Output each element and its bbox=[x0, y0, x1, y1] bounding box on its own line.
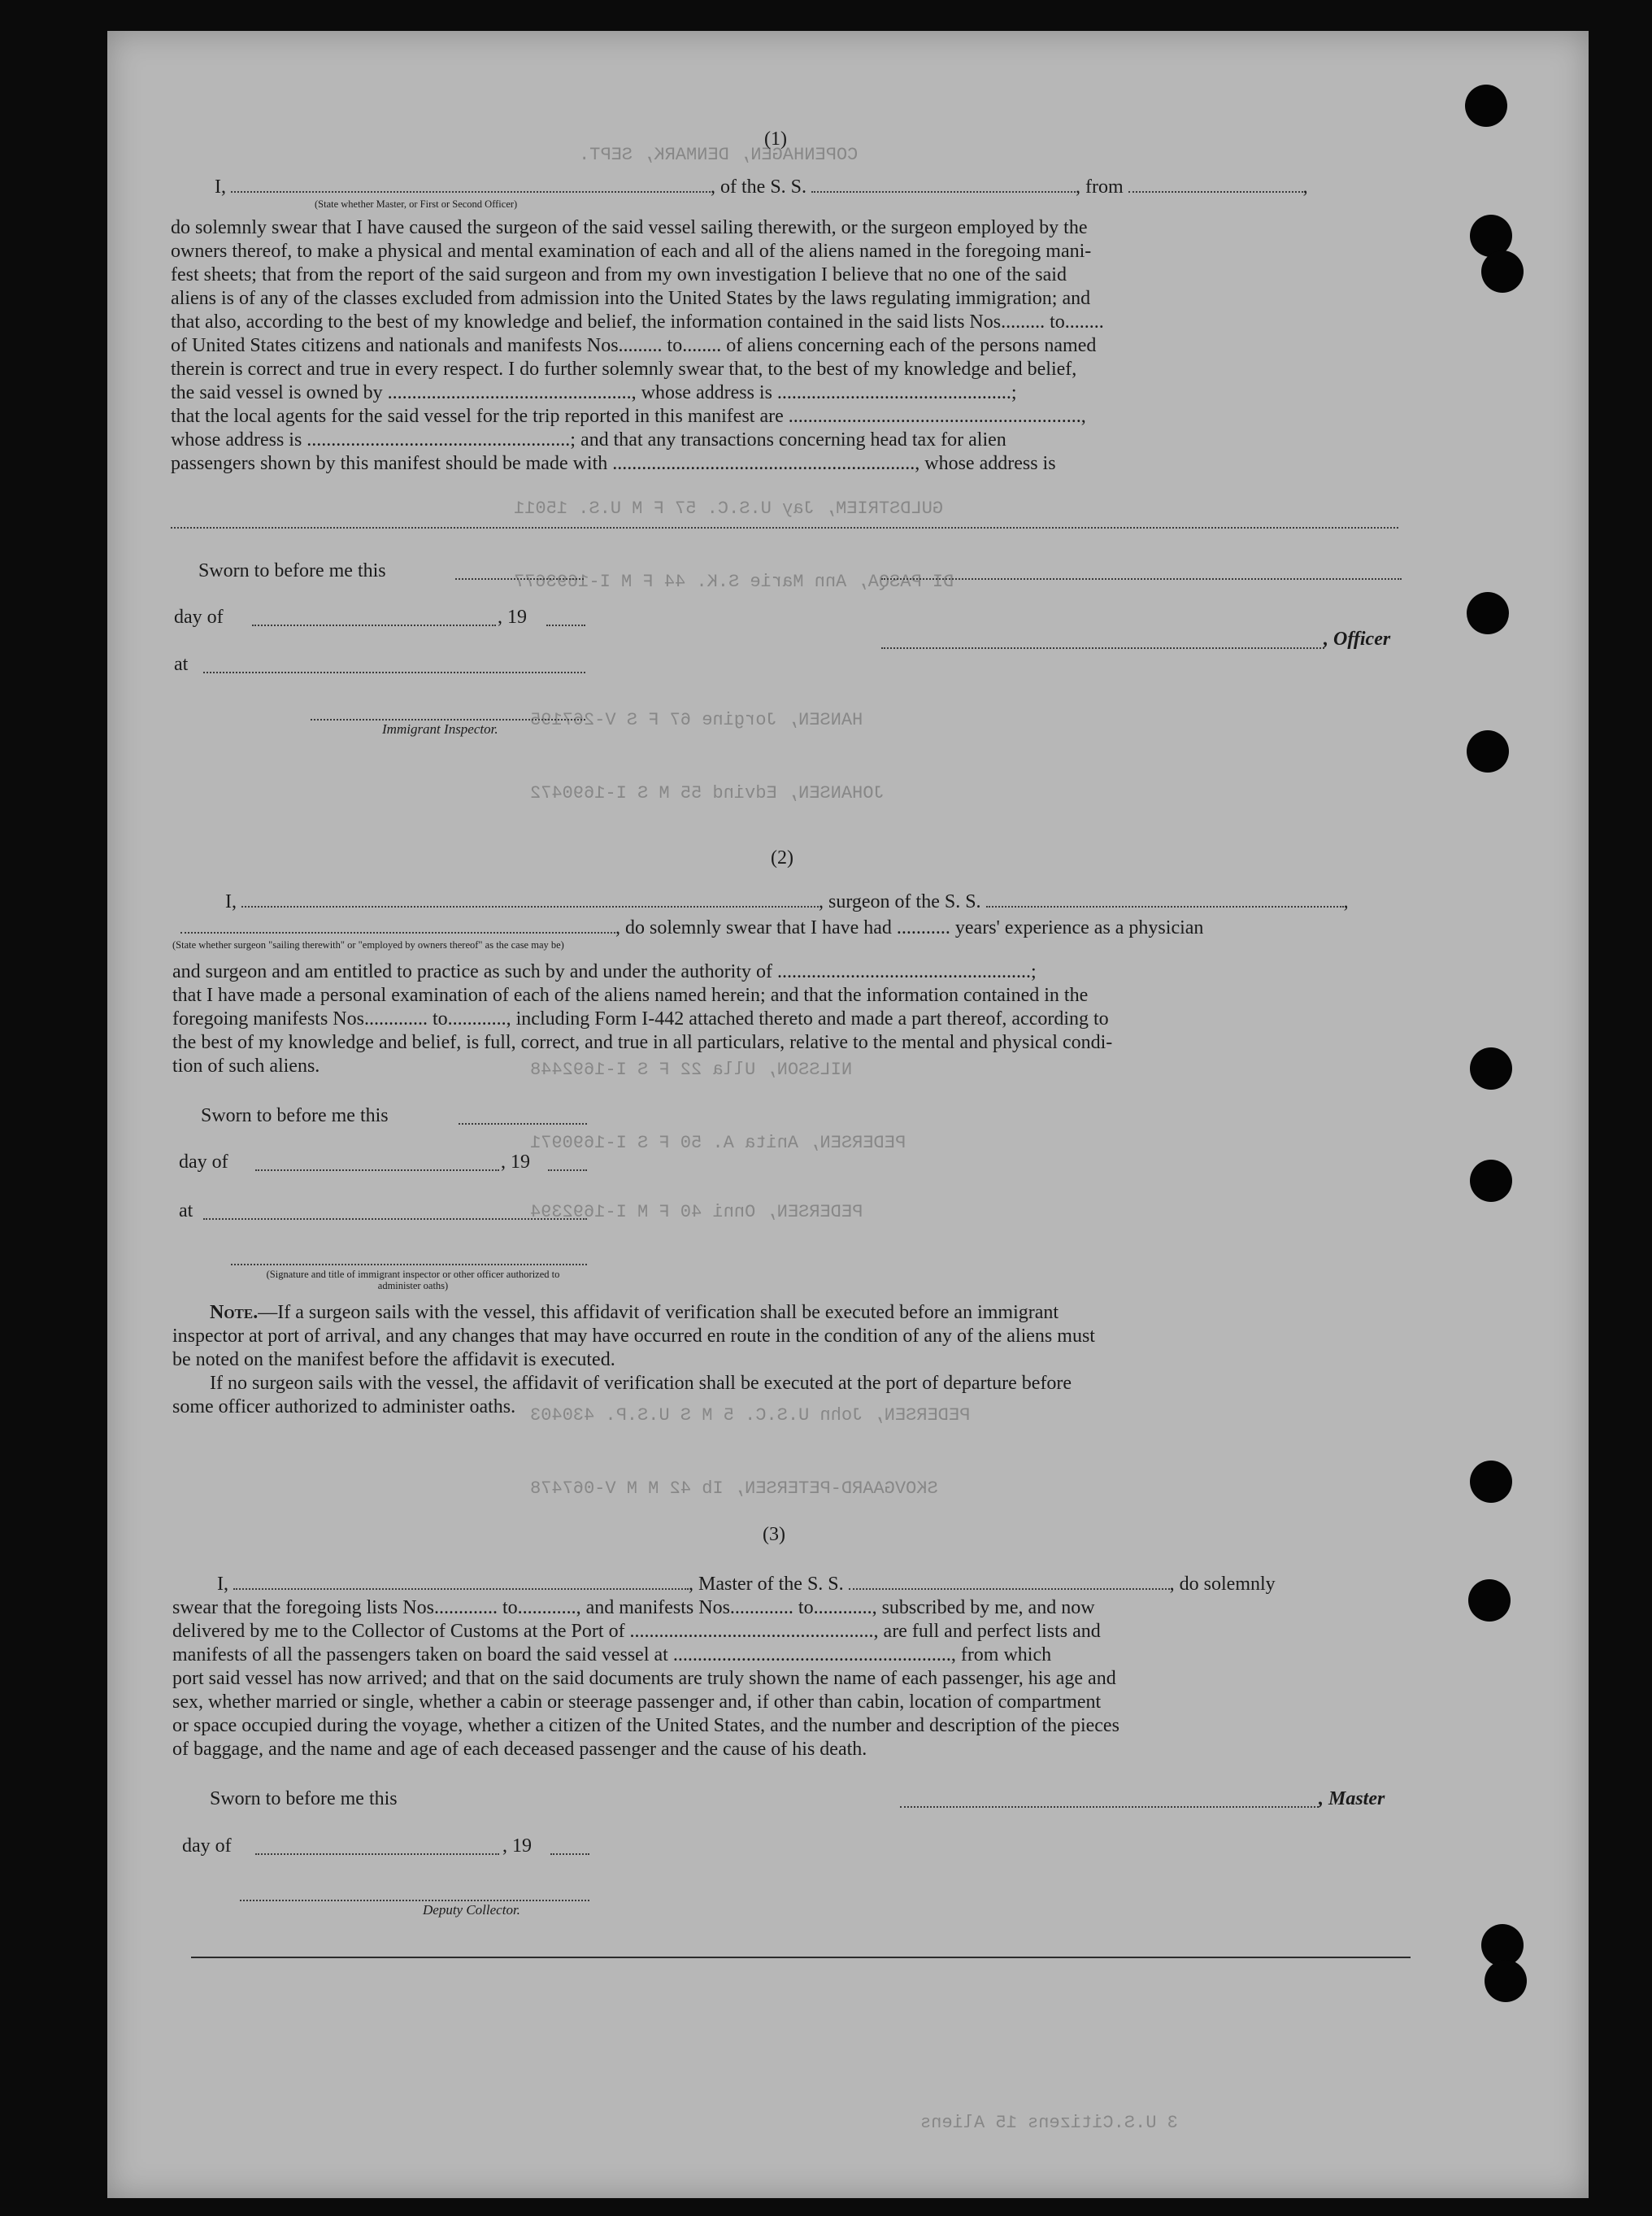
at-label-1: at bbox=[174, 654, 189, 675]
section-1-line: whose address is ......................................................; and that any transactions concerning head tax for alien bbox=[171, 429, 1006, 451]
do-solemnly-label: , do solemnly bbox=[1169, 1574, 1276, 1595]
officer-signature-field bbox=[881, 633, 1324, 649]
officer-rank-field bbox=[231, 176, 711, 193]
section-2-line: foregoing manifests Nos............. to............, including Form I-442 attached thereto and made a part thereof, according to bbox=[172, 1008, 1109, 1030]
section-3-line: or space occupied during the voyage, whether a citizen of the United States, and the number and description of the pieces bbox=[172, 1715, 1119, 1736]
bleed-through-line: DI PASQA, Ann Marie S.K. 44 F M I-1693677 bbox=[514, 572, 954, 592]
sworn-label-2: Sworn to before me this bbox=[201, 1105, 389, 1126]
year-label-2: , 19 bbox=[501, 1152, 530, 1173]
section-2-line: the best of my knowledge and belief, is full, correct, and true in all particulars, relative to the mental and physical condi- bbox=[172, 1032, 1113, 1053]
binder-hole bbox=[1468, 1579, 1511, 1622]
section-2-caption: (State whether surgeon "sailing therewith" or "employed by owners thereof" as the case may be) bbox=[172, 939, 564, 951]
oath-i: I, bbox=[225, 891, 237, 912]
year-label-1: , 19 bbox=[498, 607, 527, 628]
years-experience-text: , do solemnly swear that I have had ........... years' experience as a physician bbox=[615, 917, 1204, 938]
day-of-label-1: day of bbox=[174, 607, 224, 628]
bleed-through-line: JOHANSEN, Edvind 55 M S I-1690472 bbox=[530, 783, 885, 803]
section-1-line: of United States citizens and nationals and manifests Nos......... to........ of aliens concerning each of the persons named bbox=[171, 335, 1097, 356]
of-the-ss-label: , of the S. S. bbox=[711, 176, 807, 198]
note-line: be noted on the manifest before the affidavit is executed. bbox=[172, 1349, 615, 1370]
section-1-paragraph bbox=[171, 216, 1398, 476]
section-3-line: delivered by me to the Collector of Customs at the Port of .................................................., are full and perfect lists and bbox=[172, 1621, 1101, 1642]
section-2-experience-line bbox=[180, 916, 1203, 939]
section-1-line: passengers shown by this manifest should be made with .............................................................., whose address is bbox=[171, 453, 1056, 474]
section-1-line: do solemnly swear that I have caused the surgeon of the said vessel sailing therewith, or the surgeon employed by the bbox=[171, 217, 1088, 238]
section-3-paragraph bbox=[172, 1596, 1405, 1761]
binder-hole bbox=[1470, 1160, 1512, 1202]
surgeon-type-field bbox=[180, 917, 615, 934]
officer-line-1 bbox=[881, 564, 1402, 580]
from-port-field bbox=[1128, 176, 1303, 193]
month-field-1 bbox=[252, 610, 496, 626]
note-line: Note.—If a surgeon sails with the vessel, this affidavit of verification shall be executed before an immigrant bbox=[210, 1302, 1059, 1323]
oath-i: I, bbox=[215, 176, 226, 198]
manifest-page bbox=[107, 31, 1589, 2198]
section-2-number: (2) bbox=[771, 847, 793, 869]
inspector-signature-field bbox=[311, 704, 585, 721]
note-line: some officer authorized to administer oaths. bbox=[172, 1396, 516, 1417]
section-1-caption: (State whether Master, or First or Second Officer) bbox=[315, 198, 518, 210]
section-3-line: swear that the foregoing lists Nos............. to............, and manifests Nos............. to............, subscribed by me, and now bbox=[172, 1597, 1095, 1618]
binder-hole bbox=[1470, 1047, 1512, 1090]
master-label: , Master bbox=[1319, 1788, 1385, 1809]
agent-address-field bbox=[171, 512, 1398, 529]
sworn-label-3: Sworn to before me this bbox=[210, 1788, 398, 1809]
section-1-number: (1) bbox=[764, 128, 787, 150]
section-3-oath-line bbox=[217, 1573, 1276, 1596]
section-3-line: of baggage, and the name and age of each deceased passenger and the cause of his death. bbox=[172, 1739, 867, 1760]
year-field-3 bbox=[550, 1839, 589, 1855]
oath-i: I, bbox=[217, 1574, 228, 1595]
section-1-line: that the local agents for the said vessel for the trip reported in this manifest are ............................................................, bbox=[171, 406, 1086, 427]
surgeon-of-label: , surgeon of the S. S. bbox=[819, 891, 981, 912]
section-3-line: sex, whether married or single, whether a cabin or steerage passenger and, if other than cabin, location of compartment bbox=[172, 1691, 1102, 1713]
vessel-name-field-2 bbox=[986, 891, 1344, 908]
section-1-line: aliens is of any of the classes excluded from admission into the United States by the laws regulating immigration; and bbox=[171, 288, 1091, 309]
deputy-collector-caption: Deputy Collector. bbox=[423, 1902, 520, 1918]
section-3-line: port said vessel has now arrived; and that on the said documents are truly shown the name of each passenger, his age and bbox=[172, 1668, 1116, 1689]
sworn-date-field-1 bbox=[455, 564, 584, 580]
surgeon-name-field bbox=[241, 891, 819, 908]
section-1-oath-line: I, , of the S. S. , from , bbox=[215, 176, 1308, 198]
bleed-through-line: HANSEN, Jorgine 67 F S V-267195 bbox=[530, 710, 863, 730]
section-1-line: owners thereof, to make a physical and mental examination of each and all of the aliens named in the foregoing mani- bbox=[171, 241, 1092, 262]
month-field-3 bbox=[255, 1839, 499, 1855]
footer-rule bbox=[191, 1957, 1411, 1958]
month-field-2 bbox=[255, 1155, 499, 1171]
at-label-2: at bbox=[179, 1200, 193, 1221]
section-1-line: fest sheets; that from the report of the said surgeon and from my own investigation I believe that no one of the said bbox=[171, 264, 1067, 285]
binder-hole bbox=[1470, 1461, 1512, 1503]
note-line: If no surgeon sails with the vessel, the affidavit of verification shall be executed at the port of departure before bbox=[210, 1373, 1072, 1394]
note-line: inspector at port of arrival, and any changes that may have occurred en route in the condition of any of the aliens must bbox=[172, 1326, 1095, 1347]
day-of-label-3: day of bbox=[182, 1835, 232, 1857]
binder-hole bbox=[1467, 592, 1509, 634]
at-field-2 bbox=[203, 1204, 587, 1220]
deputy-signature-field bbox=[240, 1885, 589, 1901]
inspector-signature-field-2 bbox=[231, 1249, 587, 1265]
vessel-name-field-3 bbox=[849, 1574, 1170, 1590]
binder-hole bbox=[1481, 250, 1524, 293]
at-field-1 bbox=[203, 657, 585, 673]
year-field-2 bbox=[548, 1155, 587, 1171]
section-2-paragraph bbox=[172, 960, 1398, 1078]
vessel-name-field bbox=[811, 176, 1076, 193]
day-of-label-2: day of bbox=[179, 1152, 228, 1173]
section-3-number: (3) bbox=[763, 1524, 785, 1545]
bleed-through-line: NILSSON, Ulla 22 F S I-1692448 bbox=[530, 1060, 853, 1080]
section-2-line: that I have made a personal examination of each of the aliens named herein; and that the information contained in the bbox=[172, 985, 1089, 1006]
master-of-label: , Master of the S. S. bbox=[689, 1574, 844, 1595]
binder-hole bbox=[1485, 1960, 1527, 2002]
section-2-oath-line: I, , surgeon of the S. S. , bbox=[225, 891, 1349, 912]
section-1-line: therein is correct and true in every respect. I do further solemnly swear that, to the best of my knowledge and belief, bbox=[171, 359, 1077, 380]
inspector-caption: Immigrant Inspector. bbox=[382, 721, 498, 737]
sworn-date-field-2 bbox=[459, 1108, 587, 1125]
year-label-3: , 19 bbox=[502, 1835, 532, 1857]
master-signature-field bbox=[900, 1792, 1319, 1808]
from-label: , from bbox=[1076, 176, 1124, 198]
section-1-line: the said vessel is owned by .................................................., whose address is ................................................; bbox=[171, 382, 1017, 403]
section-1-line: that also, according to the best of my knowledge and belief, the information contained in the said lists Nos......... to........ bbox=[171, 311, 1104, 333]
section-2-caption-2: (Signature and title of immigrant inspector or other officer authorized to administer oaths) bbox=[266, 1269, 560, 1291]
bleed-through-line: PEDERSEN, John U.S.C. 5 M S U.S.P. 430403 bbox=[530, 1405, 971, 1426]
master-name-field bbox=[233, 1574, 689, 1590]
bleed-through-line: 3 U.S.Citizens 15 Aliens bbox=[920, 2113, 1178, 2133]
binder-hole bbox=[1465, 85, 1507, 127]
section-2-line: tion of such aliens. bbox=[172, 1056, 320, 1077]
bleed-through-line: GULDSTRIEM, Jay U.S.C. 57 F M U.S. 15011 bbox=[514, 498, 944, 519]
section-3-line: manifests of all the passengers taken on board the said vessel at ........................................................., from which bbox=[172, 1644, 1052, 1665]
binder-hole bbox=[1467, 730, 1509, 773]
year-field-1 bbox=[546, 610, 585, 626]
bleed-through-line: PEDERSEN, Onni 40 F M I-1692394 bbox=[530, 1202, 863, 1222]
bleed-through-line: SKOVGAARD-PETERSEN, Ib 42 M M V-067478 bbox=[530, 1478, 938, 1499]
bleed-through-line: PEDERSEN, Anita A. 50 F S I-1690971 bbox=[530, 1133, 906, 1153]
note-paragraph bbox=[172, 1301, 1400, 1419]
section-2-line: and surgeon and am entitled to practice as such by and under the authority of ....................................................; bbox=[172, 961, 1037, 982]
bleed-through-line: COPENHAGEN, DENMARK, SEPT. bbox=[579, 145, 859, 165]
officer-label: , Officer bbox=[1324, 629, 1391, 650]
sworn-label-1: Sworn to before me this bbox=[198, 560, 386, 581]
